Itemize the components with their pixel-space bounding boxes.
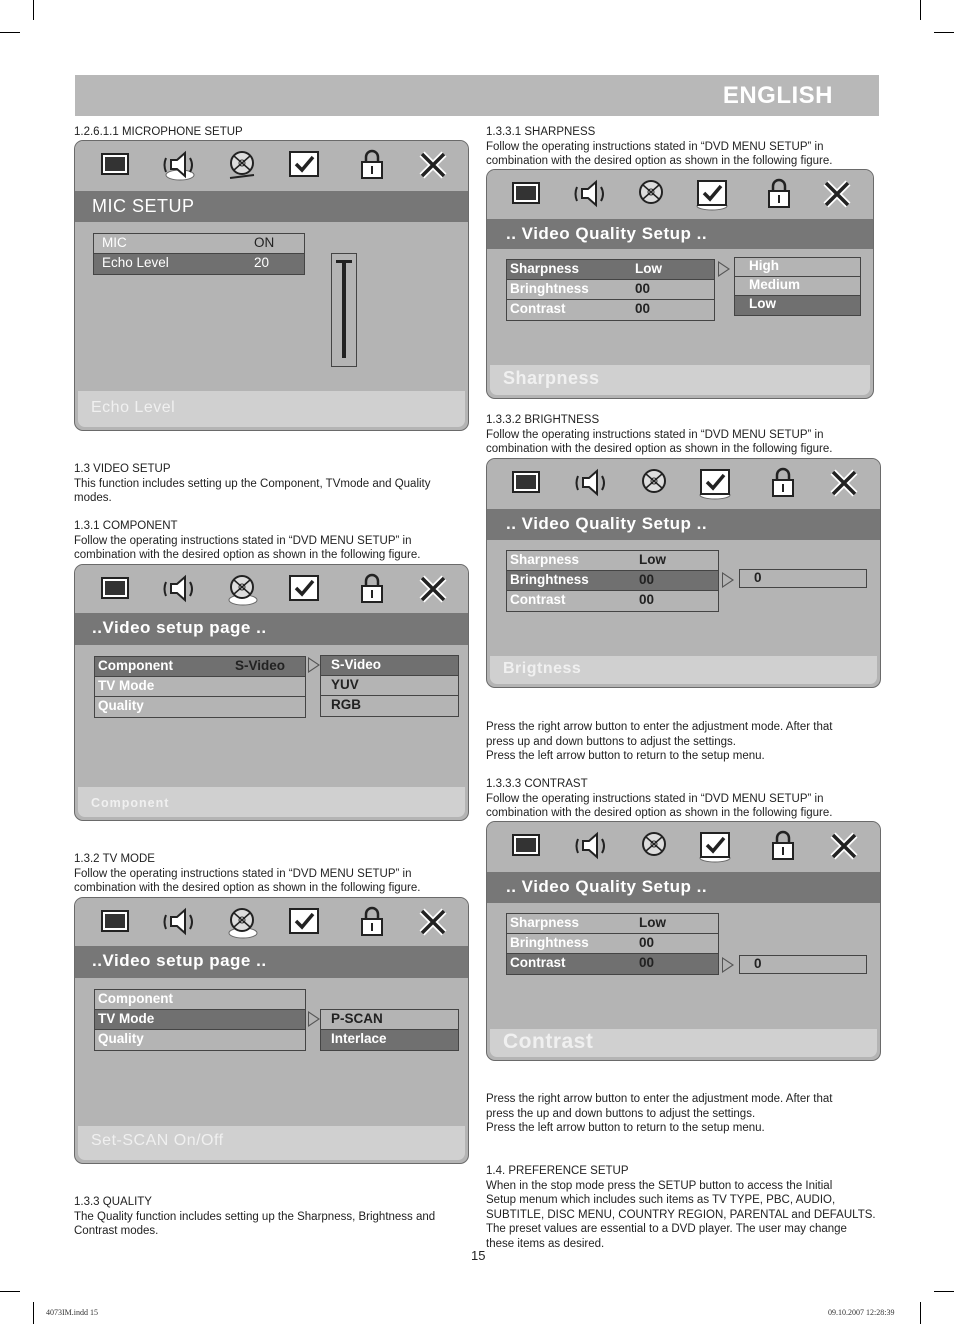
section-heading: 1.2.6.1.1 MICROPHONE SETUP	[74, 126, 243, 138]
icon-row	[487, 170, 873, 218]
lock-icon[interactable]	[766, 829, 800, 863]
menu-row-component[interactable]: Component S-Video	[95, 657, 305, 677]
checkmark-icon[interactable]	[287, 572, 321, 606]
status-text: Component	[91, 796, 170, 810]
menu-row-brightness[interactable]: Bringhtness 00	[507, 934, 718, 954]
contrast-text: 1.3.3.3 CONTRAST Follow the operating instructions stated in “DVD MENU SETUP” in combination with the desired option as shown in the following figure.	[486, 778, 833, 819]
crop-mark	[33, 1302, 34, 1324]
lock-icon[interactable]	[762, 177, 796, 211]
video-settings-table	[94, 989, 306, 1051]
menu-row-brightness[interactable]: Bringhtness 00	[507, 571, 718, 591]
lock-icon[interactable]	[355, 905, 389, 939]
sharpness-panel	[486, 169, 874, 399]
mic-setup-panel	[74, 140, 469, 431]
tv-icon[interactable]	[98, 572, 132, 606]
component-text: 1.3.1 COMPONENT Follow the operating instructions stated in “DVD MENU SETUP” in combination with the desired option as shown in the following figure.	[74, 520, 421, 561]
quality-settings-table	[506, 259, 715, 321]
menu-row-sharpness[interactable]: Sharpness Low	[507, 551, 718, 571]
crop-mark	[0, 1291, 20, 1292]
footer-file: 4073IM.indd 15	[46, 1308, 98, 1317]
menu-title: .. Video Quality Setup ..	[506, 224, 708, 243]
menu-title-bar	[75, 191, 468, 222]
sharpness-options	[734, 257, 861, 316]
status-text: Brigtness	[503, 660, 582, 677]
option-item[interactable]: RGB	[331, 697, 361, 712]
menu-title-bar	[487, 509, 880, 540]
icon-row	[487, 822, 880, 870]
checkmark-icon[interactable]	[698, 829, 732, 863]
menu-title: .. Video Quality Setup ..	[506, 514, 708, 533]
component-options	[320, 655, 459, 717]
menu-row-sharpness[interactable]: Sharpness Low	[507, 260, 714, 280]
echo-level-slider[interactable]	[331, 253, 357, 367]
quality-settings-table	[506, 550, 719, 612]
menu-row-contrast[interactable]: Contrast 00	[507, 954, 718, 974]
lock-icon[interactable]	[355, 148, 389, 182]
menu-title-bar	[487, 219, 873, 249]
option-item[interactable]: Low	[735, 296, 860, 315]
close-x-icon[interactable]	[827, 829, 861, 863]
contrast-panel	[486, 821, 881, 1061]
status-text: Echo Level	[91, 399, 176, 416]
menu-title: ..Video setup page ..	[92, 951, 267, 970]
tv-icon[interactable]	[509, 829, 543, 863]
disc-icon[interactable]	[638, 466, 672, 500]
option-item[interactable]: S-Video	[321, 656, 458, 676]
menu-row-component[interactable]: Component	[95, 990, 305, 1010]
menu-title-bar	[75, 613, 468, 645]
menu-title-bar	[75, 946, 468, 978]
speaker-icon[interactable]	[575, 829, 609, 863]
video-settings-table	[94, 656, 306, 718]
icon-row	[487, 459, 880, 507]
status-bar	[490, 656, 877, 684]
status-bar	[490, 1029, 877, 1057]
quality-settings-table	[506, 913, 719, 975]
status-text: Sharpness	[503, 368, 600, 388]
status-bar	[490, 365, 870, 395]
speaker-icon[interactable]	[575, 466, 609, 500]
status-text: Contrast	[503, 1030, 594, 1053]
crop-mark	[33, 0, 34, 20]
option-item[interactable]: YUV	[321, 676, 458, 696]
tv-mode-options	[320, 1009, 459, 1051]
crop-mark	[0, 32, 20, 33]
close-x-icon[interactable]	[416, 148, 450, 182]
menu-row-quality[interactable]: Quality	[98, 1031, 144, 1046]
header-bar	[75, 75, 879, 116]
sharpness-text: 1.3.3.1 SHARPNESS Follow the operating instructions stated in “DVD MENU SETUP” in combination with the desired option as shown in the following figure.	[486, 126, 833, 167]
page-number: 15	[471, 1248, 486, 1263]
option-item[interactable]: High	[735, 258, 860, 277]
right-arrow-icon	[718, 261, 730, 277]
menu-title: MIC SETUP	[92, 196, 195, 216]
menu-title: ..Video setup page ..	[92, 618, 267, 637]
menu-row-mic[interactable]: MIC ON	[94, 234, 304, 254]
tv-icon[interactable]	[509, 466, 543, 500]
checkmark-icon[interactable]	[698, 466, 732, 500]
option-item[interactable]: P-SCAN	[321, 1010, 458, 1030]
menu-row-echo-level[interactable]: Echo Level 20	[94, 254, 304, 274]
crop-mark	[934, 32, 954, 33]
menu-title-bar	[487, 872, 880, 903]
speaker-icon[interactable]	[163, 572, 197, 606]
disc-icon[interactable]	[226, 148, 260, 182]
disc-icon[interactable]	[638, 829, 672, 863]
slider-bar	[342, 260, 346, 358]
right-arrow-icon	[722, 957, 734, 973]
contrast-after-text: Press the right arrow button to enter the adjustment mode. After that press the up and down buttons to adjust the settings. Press the left arrow button to return to the setup menu.	[486, 1093, 833, 1134]
menu-title: .. Video Quality Setup ..	[506, 877, 708, 896]
icon-row	[75, 565, 468, 613]
menu-row-tv-mode[interactable]: TV Mode	[95, 677, 305, 697]
contrast-value-box[interactable]: 0	[739, 955, 867, 974]
brightness-panel	[486, 458, 881, 688]
disc-icon[interactable]	[226, 572, 260, 606]
video-setup-text: 1.3 VIDEO SETUP This function includes setting up the Component, TVmode and Quality modes.	[74, 463, 431, 504]
menu-row-sharpness[interactable]: Sharpness Low	[507, 914, 718, 934]
menu-row-tv-mode[interactable]: TV Mode	[95, 1010, 305, 1030]
right-arrow-icon	[308, 1011, 320, 1027]
close-x-icon[interactable]	[827, 466, 861, 500]
quality-text: 1.3.3 QUALITY The Quality function includes setting up the Sharpness, Brightness and Contrast modes.	[74, 1196, 436, 1237]
lock-icon[interactable]	[355, 572, 389, 606]
icon-row	[75, 898, 468, 946]
menu-row-contrast[interactable]: Contrast 00	[510, 592, 655, 607]
status-bar	[78, 787, 465, 817]
option-item[interactable]: Medium	[735, 277, 860, 296]
right-arrow-icon	[722, 572, 734, 588]
menu-row-quality[interactable]: Quality	[98, 698, 144, 713]
disc-icon[interactable]	[635, 177, 669, 211]
icon-row	[75, 141, 468, 189]
status-bar	[78, 1126, 465, 1160]
tv-icon[interactable]	[98, 148, 132, 182]
close-x-icon[interactable]	[820, 177, 854, 211]
tv-icon[interactable]	[509, 177, 543, 211]
crop-mark	[934, 1291, 954, 1292]
preference-text: 1.4. PREFERENCE SETUP When in the stop mode press the SETUP button to access the Initial Setup menum which includes such items as TV TYPE, PBC, AUDIO, SUBTITLE, DISC MENU, COUNTRY REGION, PARENTAL and DEFAULTS. The preset values are essential to a DVD player. The user may change these items as desired.	[486, 1165, 876, 1250]
checkmark-icon[interactable]	[695, 177, 729, 211]
menu-row-contrast[interactable]: Contrast 00	[510, 301, 651, 316]
speaker-icon[interactable]	[163, 148, 197, 182]
close-x-icon[interactable]	[416, 905, 450, 939]
brightness-text: 1.3.3.2 BRIGHTNESS Follow the operating instructions stated in “DVD MENU SETUP” in combination with the desired option as shown in the following figure.	[486, 414, 833, 455]
brightness-value-box[interactable]: 0	[739, 569, 867, 588]
language-title: ENGLISH	[722, 82, 833, 109]
brightness-after-text: Press the right arrow button to enter the adjustment mode. After that press up and down buttons to adjust the settings. Press the left arrow button to return to the setup menu.	[486, 721, 833, 762]
tv-icon[interactable]	[98, 905, 132, 939]
close-x-icon[interactable]	[416, 572, 450, 606]
status-text: Set-SCAN On/Off	[91, 1132, 224, 1149]
tv-mode-text: 1.3.2 TV MODE Follow the operating instructions stated in “DVD MENU SETUP” in combination with the desired option as shown in the following figure.	[74, 853, 421, 894]
crop-mark	[920, 1302, 921, 1324]
checkmark-icon[interactable]	[287, 148, 321, 182]
tv-mode-panel	[74, 897, 469, 1164]
checkmark-icon[interactable]	[287, 905, 321, 939]
crop-mark	[920, 0, 921, 20]
footer-timestamp: 09.10.2007 12:28:39	[828, 1308, 895, 1317]
menu-row-brightness[interactable]: Bringhtness 00	[507, 280, 714, 300]
lock-icon[interactable]	[766, 466, 800, 500]
component-panel	[74, 564, 469, 821]
speaker-icon[interactable]	[574, 177, 608, 211]
mic-settings-table	[93, 233, 305, 275]
option-item[interactable]: Interlace	[321, 1030, 458, 1050]
speaker-icon[interactable]	[163, 905, 197, 939]
right-arrow-icon	[308, 657, 320, 673]
disc-icon[interactable]	[226, 905, 260, 939]
status-bar	[78, 391, 465, 427]
